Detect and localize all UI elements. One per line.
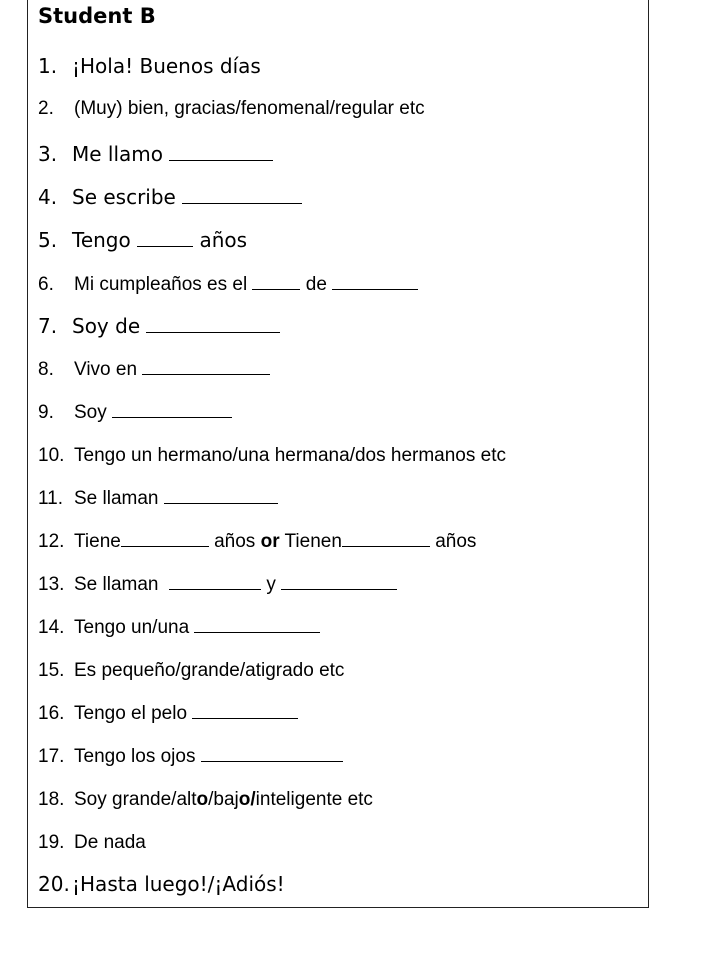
- item-text: ¡Hasta luego!/¡Adiós!: [72, 872, 285, 896]
- item-number: 3.: [38, 142, 58, 166]
- answer-blank: [146, 331, 280, 333]
- item-text-bold-1: o: [196, 789, 209, 810]
- answer-blank: [164, 502, 278, 504]
- item-number: 9.: [38, 402, 54, 423]
- list-item-13: [38, 574, 397, 596]
- list-item-7: [38, 314, 280, 338]
- list-item-20: [38, 872, 285, 896]
- list-item-14: [38, 617, 320, 639]
- item-text: Se escribe: [72, 185, 183, 209]
- item-number: 5.: [38, 228, 58, 252]
- item-text-mid: y: [261, 574, 282, 595]
- list-item-1: [38, 54, 261, 78]
- answer-blank: [182, 202, 302, 204]
- item-number: 13.: [38, 574, 65, 595]
- list-item-5: [38, 228, 247, 252]
- item-number: 19.: [38, 832, 65, 853]
- answer-blank: [142, 373, 270, 375]
- item-text-or: or: [260, 531, 280, 552]
- item-text-mid: /baj: [208, 789, 239, 810]
- item-text-mid: de: [300, 274, 333, 295]
- item-text: ¡Hola! Buenos días: [72, 54, 261, 78]
- item-number: 7.: [38, 314, 58, 338]
- list-item-17: [38, 746, 343, 768]
- answer-blank-age-2: [342, 545, 430, 547]
- list-item-4: [38, 185, 302, 209]
- item-text: Se llaman: [74, 574, 170, 595]
- list-item-16: [38, 703, 298, 725]
- answer-blank-name-2: [281, 588, 397, 590]
- list-item-6: [38, 274, 418, 296]
- item-text: Tengo los ojos: [74, 746, 201, 767]
- list-item-19: [38, 832, 146, 854]
- item-number: 15.: [38, 660, 65, 681]
- item-text-mid: años: [208, 531, 261, 552]
- item-text: Soy: [74, 402, 113, 423]
- answer-blank: [169, 159, 273, 161]
- item-text: Tengo un hermano/una hermana/dos hermanos etc: [74, 445, 506, 466]
- item-text: Tiene: [74, 531, 121, 552]
- item-number: 17.: [38, 746, 65, 767]
- answer-blank-day: [252, 288, 300, 290]
- answer-blank-month: [332, 288, 418, 290]
- list-item-15: [38, 660, 344, 682]
- list-item-18: [38, 789, 373, 811]
- item-text-after: años: [193, 228, 248, 252]
- answer-blank-age-1: [121, 545, 209, 547]
- worksheet-title: Student B: [38, 4, 156, 28]
- answer-blank: [201, 760, 343, 762]
- item-number: 1.: [38, 54, 58, 78]
- item-text: Soy de: [72, 314, 147, 338]
- list-item-11: [38, 488, 278, 510]
- list-item-3: [38, 142, 273, 166]
- item-text-after: inteligente etc: [255, 789, 373, 810]
- item-number: 16.: [38, 703, 65, 724]
- item-number: 8.: [38, 359, 54, 380]
- item-text: Tengo un/una: [74, 617, 195, 638]
- item-text: Tengo: [72, 228, 138, 252]
- list-item-9: [38, 402, 232, 424]
- item-text: Me llamo: [72, 142, 170, 166]
- item-number: 18.: [38, 789, 65, 810]
- answer-blank: [112, 416, 232, 418]
- item-text: Tengo el pelo: [74, 703, 193, 724]
- item-text: Soy grande/alt: [74, 789, 197, 810]
- answer-blank: [192, 717, 298, 719]
- answer-blank: [137, 245, 193, 247]
- item-number: 6.: [38, 274, 54, 295]
- item-text-bold-2: o/: [238, 789, 256, 810]
- item-text: (Muy) bien, gracias/fenomenal/regular etc: [74, 98, 425, 119]
- list-item-10: [38, 445, 506, 467]
- item-number: 11.: [38, 488, 64, 509]
- list-item-12: [38, 531, 476, 553]
- item-number: 2.: [38, 98, 54, 119]
- item-number: 4.: [38, 185, 58, 209]
- list-item-8: [38, 359, 270, 381]
- item-text: De nada: [74, 832, 146, 853]
- item-number: 20.: [38, 872, 70, 896]
- item-text: Mi cumpleaños es el: [74, 274, 253, 295]
- answer-blank: [194, 631, 320, 633]
- answer-blank-name-1: [169, 588, 261, 590]
- list-item-2: [38, 98, 425, 120]
- item-text: Vivo en: [74, 359, 143, 380]
- item-number: 12.: [38, 531, 65, 552]
- item-text: Es pequeño/grande/atigrado etc: [74, 660, 345, 681]
- item-text-after: años: [429, 531, 477, 552]
- item-text-mid2: Tienen: [279, 531, 342, 552]
- item-number: 14.: [38, 617, 65, 638]
- item-text: Se llaman: [74, 488, 164, 509]
- item-number: 10.: [38, 445, 65, 466]
